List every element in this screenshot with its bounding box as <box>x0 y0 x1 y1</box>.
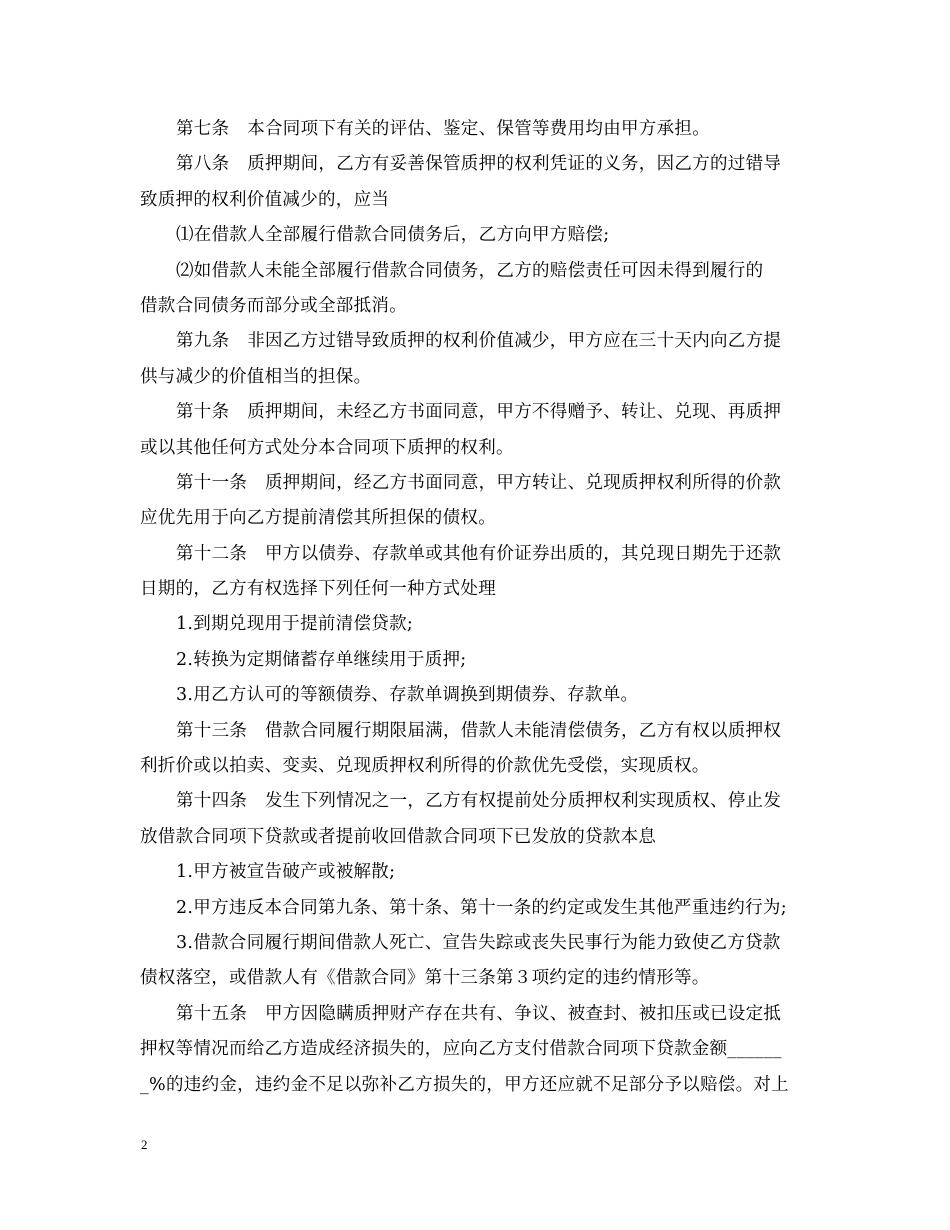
article-14-item-3-line-1: 3.借款合同履行期间借款人死亡、宣告失踪或丧失民事行为能力致使乙方贷款 <box>176 932 781 953</box>
article-14-line-1: 第十四条 发生下列情况之一，乙方有权提前处分质押权利实现质权、停止发 <box>176 791 782 812</box>
article-15-line-1: 第十五条 甲方因隐瞒质押财产存在共有、争议、被查封、被扣压或已设定抵 <box>176 1003 782 1024</box>
article-15-line-2: 押权等情况而给乙方造成经济损失的，应向乙方支付借款合同项下贷款金额______ <box>140 1039 782 1060</box>
article-7: 第七条 本合同项下有关的评估、鉴定、保管等费用均由甲方承担。 <box>176 119 710 139</box>
document-body <box>140 112 820 1103</box>
article-10-line-2: 或以其他任何方式处分本合同项下质押的权利。 <box>140 437 514 458</box>
article-9-line-2: 供与减少的价值相当的担保。 <box>140 366 372 387</box>
article-8-item-2-line-2: 借款合同债务而部分或全部抵消。 <box>140 295 407 316</box>
article-8-line-2: 致质押的权利价值减少的，应当 <box>140 189 390 210</box>
article-14-item-1: 1.甲方被宣告破产或被解散; <box>176 862 396 883</box>
article-12-line-2: 日期的，乙方有权选择下列任何一种方式处理 <box>140 579 496 600</box>
article-12-item-3: 3.用乙方认可的等额债券、存款单调换到期债券、存款单。 <box>176 685 639 706</box>
article-14-line-2: 放借款合同项下贷款或者提前收回借款合同项下已发放的贷款本息 <box>140 826 657 847</box>
article-11-line-2: 应优先用于向乙方提前清偿其所担保的债权。 <box>140 508 496 529</box>
article-12-item-2: 2.转换为定期储蓄存单继续用于质押; <box>176 649 467 670</box>
page-number: 2 <box>141 1137 148 1152</box>
article-15-line-3: _%的违约金，违约金不足以弥补乙方损失的，甲方还应就不足部分予以赔偿。对上 <box>140 1074 789 1095</box>
article-11-line-1: 第十一条 质押期间，经乙方书面同意，甲方转让、兑现质押权利所得的价款 <box>176 472 782 493</box>
article-9-line-1: 第九条 非因乙方过错导致质押的权利价值减少，甲方应在三十天内向乙方提 <box>176 331 782 352</box>
article-10-line-1: 第十条 质押期间，未经乙方书面同意，甲方不得赠予、转让、兑现、再质押 <box>176 402 782 423</box>
article-8-item-2-line-1: ⑵如借款人未能全部履行借款合同债务，乙方的赔偿责任可因未得到履行的 <box>176 260 764 281</box>
article-12-line-1: 第十二条 甲方以债券、存款单或其他有价证券出质的，其兑现日期先于还款 <box>176 543 782 564</box>
article-12-item-1: 1.到期兑现用于提前清偿贷款; <box>176 614 414 635</box>
article-14-item-3-line-2: 债权落空，或借款人有《借款合同》第十三条第３项约定的违约情形等。 <box>140 968 710 989</box>
article-8-line-1: 第八条 质押期间，乙方有妥善保管质押的权利凭证的义务，因乙方的过错导 <box>176 154 782 175</box>
article-13-line-1: 第十三条 借款合同履行期限届满，借款人未能清偿债务，乙方有权以质押权 <box>176 720 782 741</box>
article-14-item-2: 2.甲方违反本合同第九条、第十条、第十一条的约定或发生其他严重违约行为; <box>176 897 787 918</box>
article-8-item-1: ⑴在借款人全部履行借款合同债务后，乙方向甲方赔偿; <box>176 225 610 246</box>
article-13-line-2: 利折价或以拍卖、变卖、兑现质押权利所得的价款优先受偿，实现质权。 <box>140 756 710 777</box>
